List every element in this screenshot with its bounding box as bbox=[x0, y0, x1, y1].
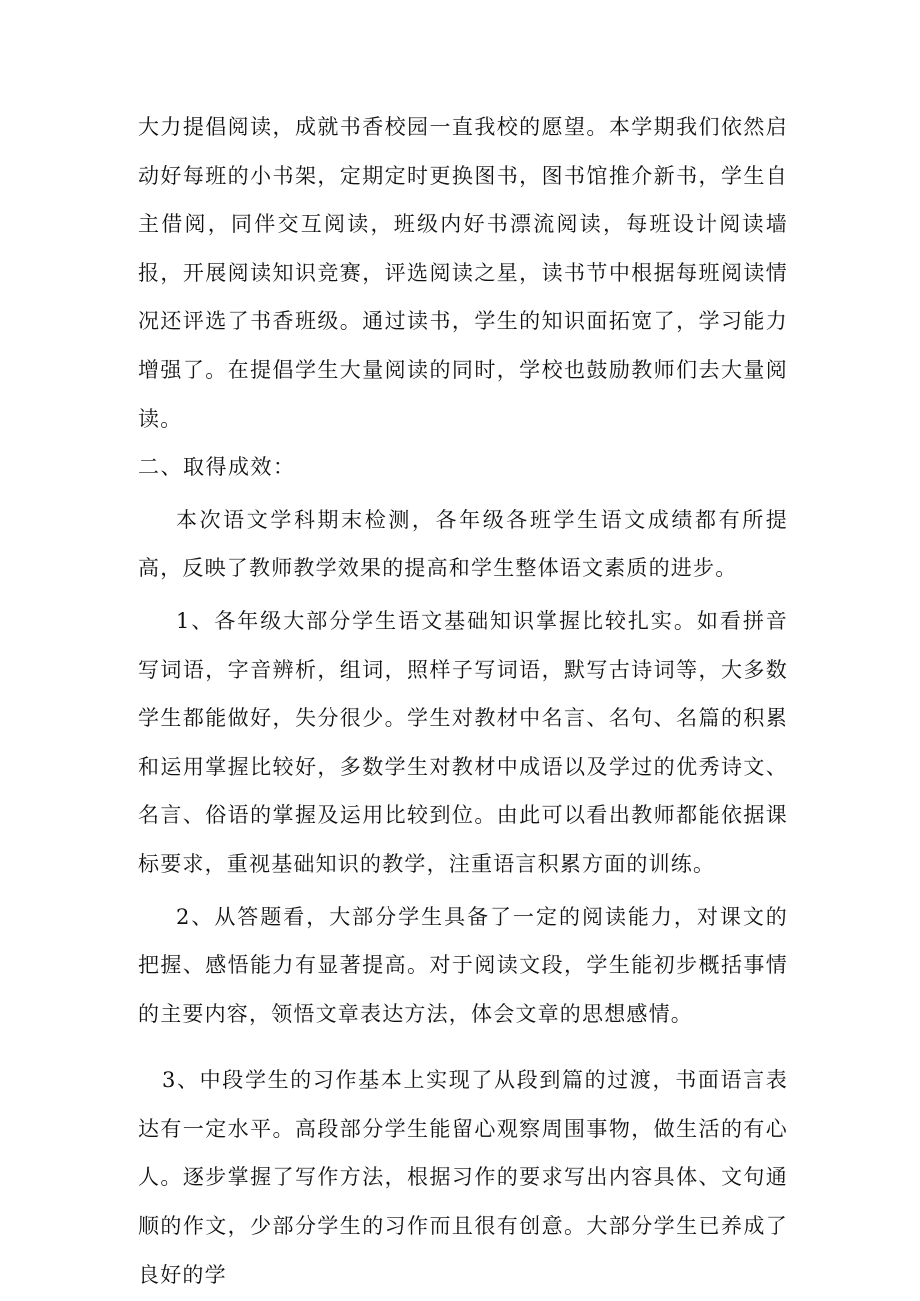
document-body bbox=[138, 103, 788, 1299]
paragraph-point-2: 2、从答题看，大部分学生具备了一定的阅读能力，对课文的把握、感悟能力有显著提高。对于阅读文段，学生能初步概括事情的主要内容，领悟文章表达方法，体会文章的思想感情。 bbox=[138, 904, 788, 1026]
paragraph-exam-summary: 本次语文学科期末检测，各年级各班学生语文成绩都有所提高，反映了教师教学效果的提高和学生整体语文素质的进步。 bbox=[138, 507, 788, 581]
paragraph-reading-intro: 大力提倡阅读，成就书香校园一直我校的愿望。本学期我们依然启动好每班的小书架，定期定时更换图书，图书馆推介新书，学生自主借阅，同伴交互阅读，班级内好书漂流阅读，每班设计阅读墙报，开展阅读知识竞赛，评选阅读之星，读书节中根据每班阅读情况还评选了书香班级。通过读书，学生的知识面拓宽了，学习能力增强了。在提倡学生大量阅读的同时，学校也鼓励教师们去大量阅读。 bbox=[138, 115, 788, 431]
paragraph-point-1: 1、各年级大部分学生语文基础知识掌握比较扎实。如看拼音写词语，字音辨析，组词，照样子写词语，默写古诗词等，大多数学生都能做好，失分很少。学生对教材中名言、名句、名篇的积累和运用掌握比较好，多数学生对教材中成语以及学过的优秀诗文、名言、俗语的掌握及运用比较到位。由此可以看出教师都能依据课标要求，重视基础知识的教学，注重语言积累方面的训练。 bbox=[138, 608, 788, 876]
section-heading-results: 二、取得成效： bbox=[138, 455, 296, 480]
paragraph-point-3: 3、中段学生的习作基本上实现了从段到篇的过渡，书面语言表达有一定水平。高段部分学生能留心观察周围事物，做生活的有心人。逐步掌握了写作方法，根据习作的要求写出内容具体、文句通顺的作文，少部分学生的习作而且很有创意。大部分学生已养成了良好的学 bbox=[138, 1068, 788, 1287]
